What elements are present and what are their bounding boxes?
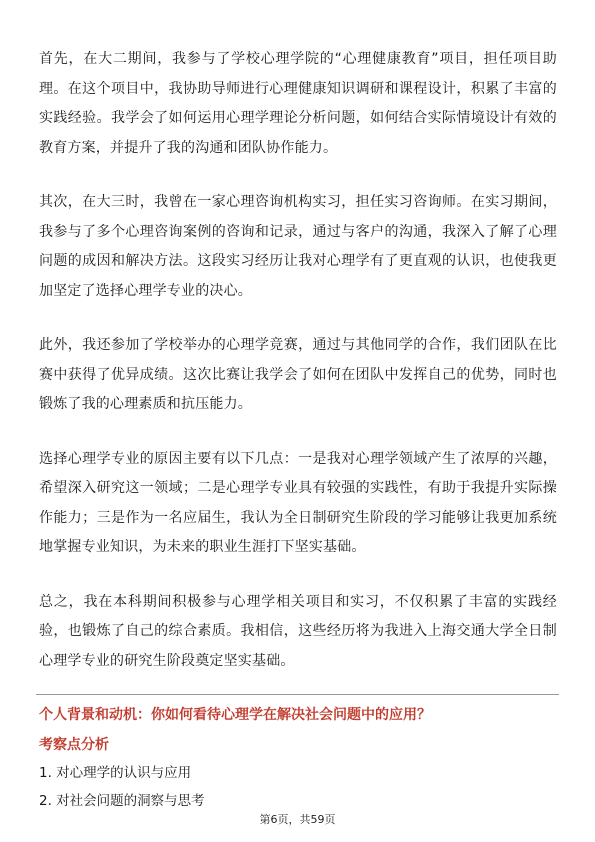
paragraph-4: 选择心理学专业的原因主要有以下几点：一是我对心理学领域产生了浓厚的兴趣，希望深入研究这一领域；二是心理学专业具有较强的实践性，有助于我提升实际操作能力；三是作为一名应届生，我认为全日制研究生阶段的学习能够让我更加系统地掌握专业知识，为未来的职业生涯打下坚实基础。: [39, 450, 557, 555]
question-title: 个人背景和动机：你如何看待心理学在解决社会问题中的应用？: [39, 707, 431, 723]
analysis-heading: 考察点分析: [39, 737, 109, 753]
analysis-item-2: 2. 对社会问题的洞察与思考: [39, 793, 205, 809]
analysis-list: [39, 759, 205, 815]
page-number: 第6页，共59页: [259, 813, 336, 826]
paragraph-5: 总之，我在本科期间积极参与心理学相关项目和实习，不仅积累了丰富的实践经验，也锻炼了自己的综合素质。我相信，这些经历将为我进入上海交通大学全日制心理学专业的研究生阶段奠定坚实基础。: [39, 593, 557, 669]
analysis-item-1: 1. 对心理学的认识与应用: [39, 765, 192, 781]
paragraph-2: 其次，在大三时，我曾在一家心理咨询机构实习，担任实习咨询师。在实习期间，我参与了多个心理咨询案例的咨询和记录，通过与客户的沟通，我深入了解了心理问题的成因和解决方法。这段实习经历让我对心理学有了更直观的认识，也使我更加坚定了选择心理学专业的决心。: [39, 194, 557, 299]
section-divider: [36, 694, 559, 695]
paragraph-3: 此外，我还参加了学校举办的心理学竞赛，通过与其他同学的合作，我们团队在比赛中获得了优异成绩。这次比赛让我学会了如何在团队中发挥自己的优势，同时也锻炼了我的心理素质和抗压能力。: [39, 337, 557, 412]
body-text: [39, 45, 557, 676]
paragraph-1: 首先，在大二期间，我参与了学校心理学院的“心理健康教育”项目，担任项目助理。在这个项目中，我协助导师进行心理健康知识调研和课程设计，积累了丰富的实践经验。我学会了如何运用心理学理论分析问题，如何结合实际情境设计有效的教育方案，并提升了我的沟通和团队协作能力。: [39, 51, 557, 156]
